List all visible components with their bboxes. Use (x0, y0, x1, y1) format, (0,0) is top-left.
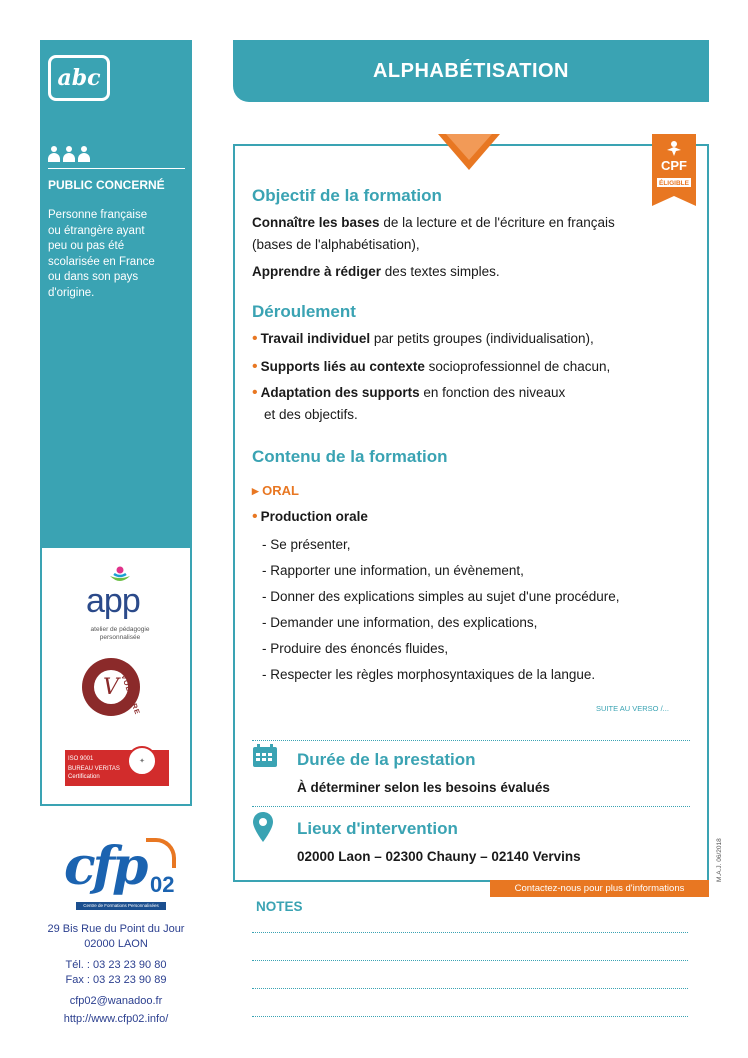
bv-line-3: Certification (68, 774, 100, 780)
phone: Tél. : 03 23 23 90 80 (65, 959, 167, 971)
email-link[interactable]: cfp02@wanadoo.fr (69, 995, 163, 1007)
cpf-badge (652, 134, 696, 206)
contenu-sub-item: - Produire des énoncés fluides, (262, 641, 449, 656)
bv-line-1: ISO 9001 (68, 756, 94, 762)
contenu-sub-item: - Donner des explications simples au sujet d'une procédure, (262, 589, 620, 604)
maj-date: M.A.J. 06/2018 (716, 838, 723, 882)
divider (252, 740, 690, 741)
app-logo (80, 566, 160, 642)
note-line (252, 960, 688, 961)
deroulement-item: • Adaptation des supports en fonction des niveaux (252, 384, 566, 401)
contenu-sub-item: - Se présenter, (262, 537, 351, 552)
note-line (252, 1016, 688, 1017)
contenu-heading: Contenu de la formation (252, 447, 448, 466)
calendar-icon (252, 744, 278, 768)
cfp-arc-icon (146, 838, 176, 868)
bv-seal-icon: ✦ (127, 746, 157, 776)
note-line (252, 932, 688, 933)
cfp-logo-number: 02 (150, 872, 175, 897)
location-pin-icon (252, 812, 274, 842)
deroulement-item: • Travail individuel par petits groupes (individualisation), (252, 330, 594, 347)
objectif-line-3: Apprendre à rédiger des textes simples. (252, 264, 500, 279)
divider (252, 806, 690, 807)
suite-au-verso: SUITE AU VERSO /... (596, 704, 669, 713)
voltaire-v-icon: V (94, 670, 128, 704)
contenu-sub-item: - Demander une information, des explications, (262, 615, 538, 630)
duree-heading: Durée de la prestation (297, 750, 476, 769)
abc-logo: abc (48, 55, 110, 101)
cpf-sub: ÉLIGIBLE (659, 180, 689, 187)
voltaire-label: VOLTAIRE (119, 674, 141, 717)
lieux-heading: Lieux d'intervention (297, 819, 458, 838)
website-link[interactable]: http://www.cfp02.info/ (63, 1013, 169, 1025)
people-icon (48, 146, 90, 162)
oral-label: ▸ ORAL (252, 483, 299, 498)
deroulement-heading: Déroulement (252, 302, 356, 321)
address-line-1: 29 Bis Rue du Point du Jour (47, 923, 185, 935)
cfp-logo-subtitle: Centre de Formations Personnalisées (76, 902, 166, 910)
production-orale: • Production orale (252, 508, 368, 525)
fax: Fax : 03 23 23 90 89 (65, 974, 167, 986)
public-description: Personne française ou étrangère ayant peu ou pas été scolarisée en France ou dans son pays d'origine. (48, 209, 155, 299)
app-logo-word: app (86, 582, 140, 620)
chevron-down-icon (438, 134, 500, 174)
deroulement-item: • Supports liés au contexte socioprofessionnel de chacun, (252, 358, 611, 375)
cfp-logo (60, 832, 180, 912)
note-line (252, 988, 688, 989)
contact-block (30, 922, 202, 1027)
contact-bar[interactable]: Contactez-nous pour plus d'informations (490, 880, 709, 897)
public-heading: PUBLIC CONCERNÉ (48, 178, 165, 192)
app-logo-subtitle: atelier de pédagogie personnalisée (90, 626, 150, 641)
cfp-logo-word: cfp (64, 836, 146, 897)
objectif-line-2: (bases de l'alphabétisation), (252, 237, 420, 252)
bv-line-2: BUREAU VERITAS (68, 766, 120, 772)
deroulement-continuation: et des objectifs. (264, 407, 358, 422)
cpf-label: CPF (661, 158, 687, 173)
lieux-value: 02000 Laon – 02300 Chauny – 02140 Vervins (297, 849, 581, 864)
contenu-sub-item: - Respecter les règles morphosyntaxiques de la langue. (262, 667, 596, 682)
page-title: ALPHABÉTISATION (233, 40, 709, 102)
objectif-line-1: Connaître les bases de la lecture et de l'écriture en français (252, 215, 615, 230)
address-line-2: 02000 LAON (84, 938, 148, 950)
notes-heading: NOTES (256, 899, 303, 914)
contenu-sub-item: - Rapporter une information, un évènement, (262, 563, 524, 578)
duree-value: À déterminer selon les besoins évalués (297, 780, 550, 795)
objectif-heading: Objectif de la formation (252, 186, 442, 205)
sidebar-divider (48, 168, 185, 169)
